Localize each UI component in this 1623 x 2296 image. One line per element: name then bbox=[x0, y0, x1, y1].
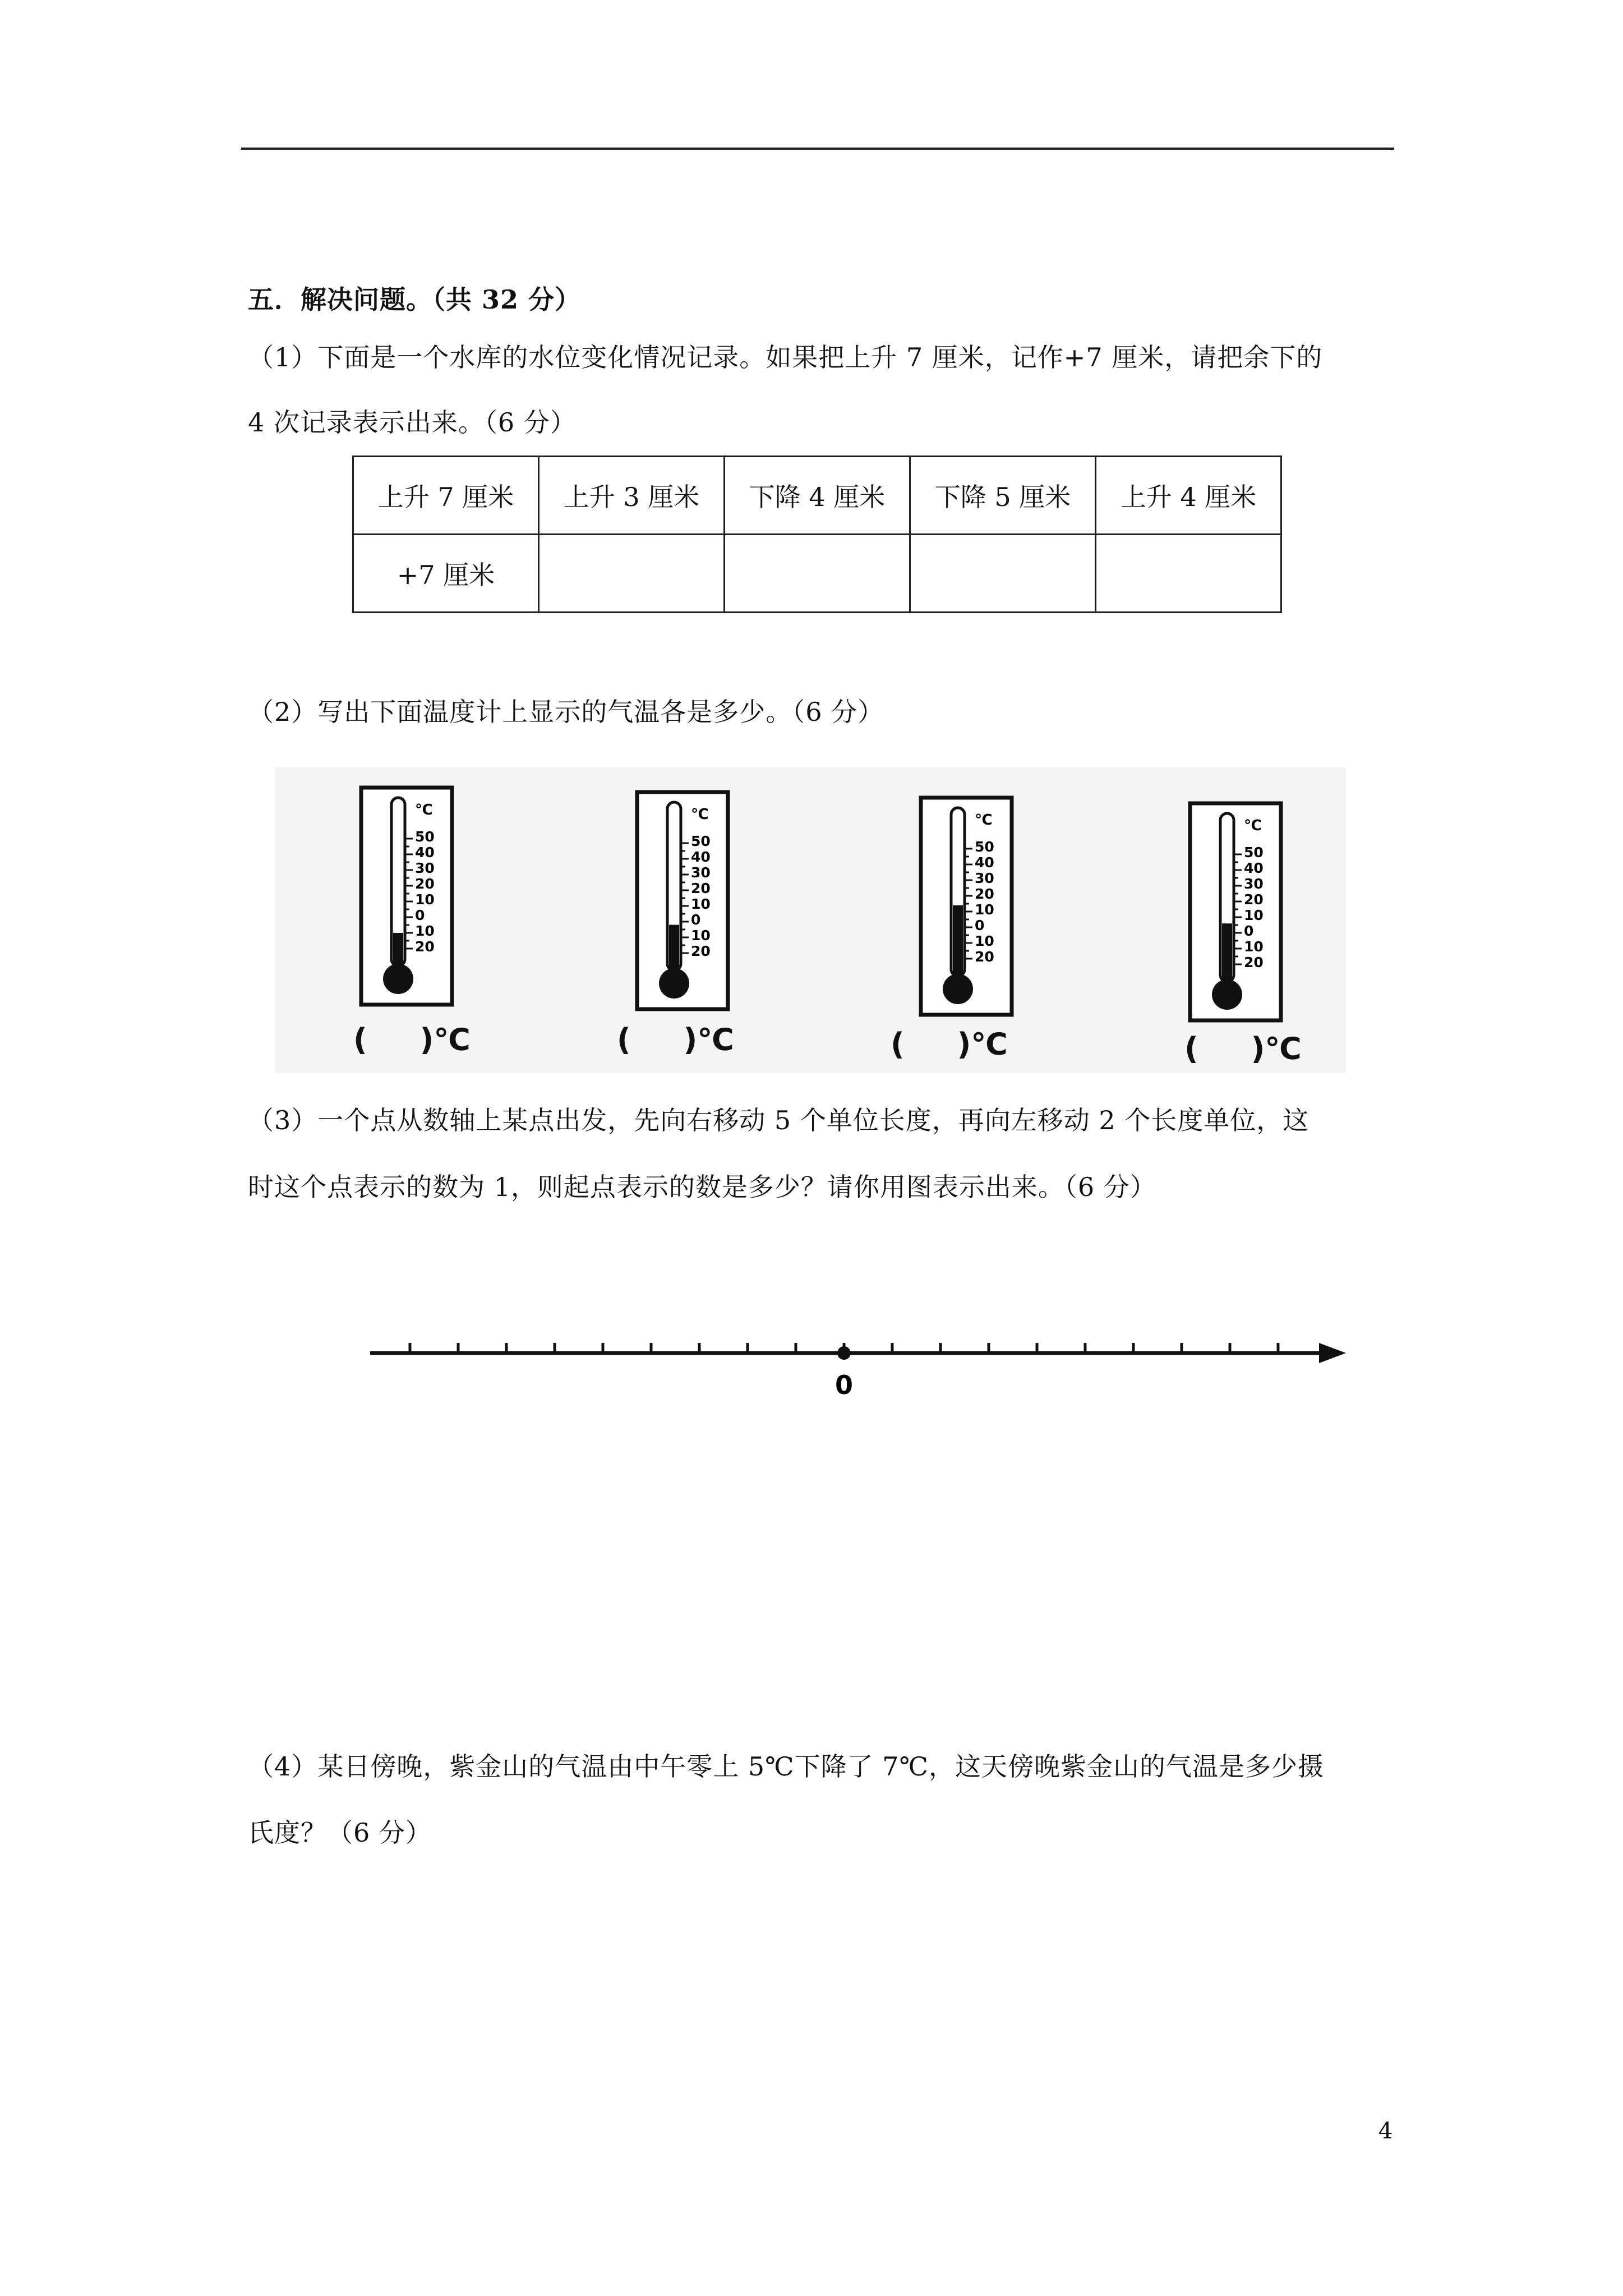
thermometer-scale bbox=[415, 829, 435, 955]
table-header-cell: 下降 5 厘米 bbox=[910, 457, 1096, 535]
table-header-cell: 下降 4 厘米 bbox=[725, 457, 910, 535]
thermometer-scale bbox=[1244, 844, 1264, 970]
scale-label: 0 bbox=[691, 912, 701, 928]
thermometer-bulb bbox=[659, 968, 689, 999]
table-answer-row bbox=[353, 535, 1281, 613]
section-title: 五．解决问题。（共 32 分） bbox=[248, 284, 582, 315]
answer-blank-2[interactable]: ( )℃ bbox=[617, 1022, 734, 1057]
thermometer-4 bbox=[1188, 801, 1283, 1023]
scale-label: 20 bbox=[1244, 891, 1264, 908]
table-header-cell: 上升 4 厘米 bbox=[1096, 457, 1281, 535]
scale-label: 20 bbox=[691, 880, 711, 896]
table-answer-cell: +7 厘米 bbox=[353, 535, 539, 613]
answer-blank-4[interactable]: ( )℃ bbox=[1184, 1031, 1302, 1066]
scale-label: 30 bbox=[1244, 876, 1264, 892]
scale-label: 50 bbox=[975, 839, 994, 855]
thermometer-bulb bbox=[943, 974, 973, 1004]
scale-label: 10 bbox=[415, 891, 435, 908]
q4-text-line1: （4）某日傍晚，紫金山的气温由中午零上 5℃下降了 7℃，这天傍晚紫金山的气温是多少摄 bbox=[248, 1751, 1324, 1782]
scale-label: 20 bbox=[1244, 954, 1264, 970]
thermometer-1 bbox=[359, 785, 454, 1007]
scale-label: 40 bbox=[691, 849, 711, 865]
scale-label: 0 bbox=[415, 907, 425, 923]
q3-text-line1: （3）一个点从数轴上某点出发，先向右移动 5 个单位长度，再向左移动 2 个长度单位，这 bbox=[248, 1105, 1310, 1135]
scale-label: 10 bbox=[691, 896, 711, 912]
number-line bbox=[359, 1324, 1352, 1402]
q3-text-line2: 时这个点表示的数为 1，则起点表示的数是多少？请你用图表示出来。（6 分） bbox=[248, 1172, 1156, 1202]
scale-label: 40 bbox=[415, 844, 435, 861]
scale-label: 10 bbox=[975, 933, 994, 949]
unit-label: ℃ bbox=[975, 812, 993, 829]
q1-text-line1: （1）下面是一个水库的水位变化情况记录。如果把上升 7 厘米，记作+7 厘米，请把余下的 bbox=[248, 342, 1323, 372]
scale-label: 20 bbox=[691, 943, 711, 959]
origin-point bbox=[837, 1346, 851, 1360]
table-header-cell: 上升 3 厘米 bbox=[539, 457, 725, 535]
scale-label: 10 bbox=[975, 901, 994, 918]
mercury-column bbox=[953, 905, 963, 981]
scale-label: 50 bbox=[691, 833, 711, 849]
table-answer-cell[interactable] bbox=[1096, 535, 1281, 613]
scale-label: 10 bbox=[1244, 907, 1264, 923]
q4-text-line2: 氏度？（6 分） bbox=[248, 1818, 432, 1848]
thermometer-scale bbox=[975, 839, 994, 965]
thermometer-2 bbox=[635, 790, 730, 1011]
thermometer-scale bbox=[691, 833, 711, 959]
scale-label: 50 bbox=[1244, 844, 1264, 861]
scale-label: 20 bbox=[975, 949, 994, 965]
table-answer-cell[interactable] bbox=[539, 535, 725, 613]
thermometer-bulb bbox=[383, 964, 413, 994]
scale-label: 30 bbox=[691, 864, 711, 881]
scale-label: 20 bbox=[975, 886, 994, 902]
table-header-row bbox=[353, 457, 1281, 535]
scale-label: 0 bbox=[1244, 923, 1254, 939]
unit-label: ℃ bbox=[415, 802, 433, 818]
q2-text: （2）写出下面温度计上显示的气温各是多少。（6 分） bbox=[248, 697, 884, 727]
answer-blank-1[interactable]: ( )℃ bbox=[353, 1022, 471, 1057]
scale-label: 20 bbox=[415, 938, 435, 955]
unit-label: ℃ bbox=[1244, 817, 1262, 834]
scale-label: 50 bbox=[415, 829, 435, 845]
mercury-column bbox=[669, 925, 679, 975]
unit-label: ℃ bbox=[691, 806, 709, 823]
scale-label: 20 bbox=[415, 876, 435, 892]
scale-label: 10 bbox=[691, 927, 711, 944]
scale-label: 0 bbox=[975, 917, 985, 933]
scale-label: 10 bbox=[415, 923, 435, 939]
page-number: 4 bbox=[1378, 2118, 1393, 2144]
table-answer-cell[interactable] bbox=[725, 535, 910, 613]
scale-label: 30 bbox=[975, 870, 994, 886]
scale-label: 40 bbox=[975, 854, 994, 871]
origin-label: 0 bbox=[834, 1370, 854, 1400]
answer-blank-3[interactable]: ( )℃ bbox=[891, 1027, 1008, 1062]
thermometer-3 bbox=[919, 795, 1014, 1017]
scale-label: 40 bbox=[1244, 860, 1264, 876]
thermometer-bulb bbox=[1212, 979, 1242, 1010]
mercury-column bbox=[1222, 923, 1232, 986]
scale-label: 30 bbox=[415, 860, 435, 876]
scale-label: 10 bbox=[1244, 938, 1264, 955]
water-level-table bbox=[352, 455, 1282, 613]
q1-text-line2: 4 次记录表示出来。（6 分） bbox=[248, 407, 577, 438]
table-answer-cell[interactable] bbox=[910, 535, 1096, 613]
table-header-cell: 上升 7 厘米 bbox=[353, 457, 539, 535]
header-rule bbox=[241, 148, 1394, 150]
number-line-arrow bbox=[1319, 1343, 1346, 1363]
